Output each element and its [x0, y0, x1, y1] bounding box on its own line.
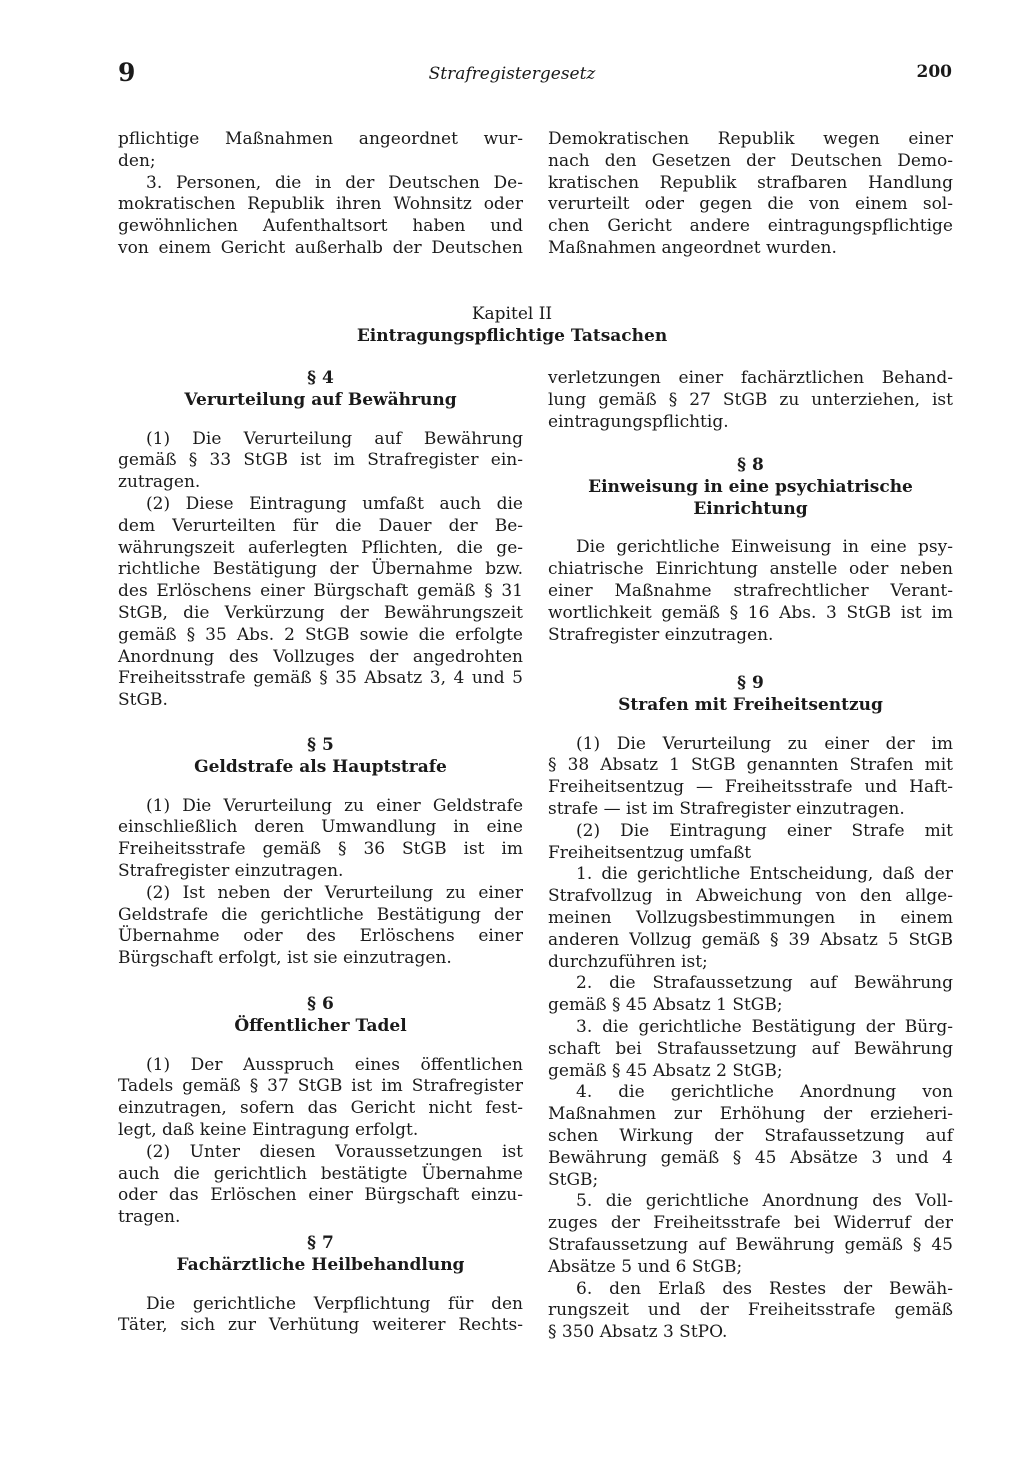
section-title: Öffentlicher Tadel: [234, 1015, 407, 1036]
text-line: Freiheitsentzug — Freiheitsstrafe und Haft-: [548, 777, 953, 798]
text-line: Bürgschaft erfolgt, ist sie einzutragen.: [118, 948, 452, 969]
text-line: wortlichkeit gemäß § 16 Abs. 3 StGB ist im: [548, 602, 953, 623]
section-7-continued: [548, 368, 953, 433]
text-line: Täter, sich zur Verhütung weiterer Rechts-: [118, 1315, 523, 1336]
text-line: 6. den Erlaß des Restes der Bewäh-: [576, 1278, 953, 1299]
text-line: 4. die gerichtliche Anordnung von: [576, 1082, 953, 1103]
text-line: schaft bei Strafaussetzung auf Bewährung: [548, 1038, 953, 1059]
text-line: 5. die gerichtliche Anordnung des Voll-: [576, 1191, 953, 1212]
section-number: § 8: [737, 455, 764, 475]
text-line: mokratischen Republik ihren Wohnsitz oder: [118, 194, 523, 215]
text-line: Demokratischen Republik wegen einer: [548, 129, 953, 149]
section-7: [118, 1233, 523, 1337]
text-line: Freiheitsstrafe gemäß § 35 Absatz 3, 4 und 5: [118, 668, 523, 689]
text-line: Maßnahmen zur Erhöhung der erzieheri-: [548, 1104, 953, 1125]
text-line: Bewährung gemäß § 45 Absätze 3 und 4: [548, 1147, 953, 1168]
section-5: [118, 735, 523, 970]
text-line: gemäß § 45 Absatz 1 StGB;: [548, 995, 783, 1016]
text-line: Anordnung des Vollzuges der angedrohten: [118, 646, 523, 667]
text-line: lung gemäß § 27 StGB zu unterziehen, ist: [548, 389, 953, 410]
text-line: 3. die gerichtliche Bestätigung der Bürg-: [576, 1016, 953, 1037]
text-line: richtliche Bestätigung der Übernahme bzw.: [118, 559, 523, 580]
text-line: (1) Die Verurteilung zu einer Geldstrafe: [146, 795, 523, 816]
section-number: § 6: [307, 994, 334, 1014]
text-line: gemäß § 33 StGB ist im Strafregister ein-: [118, 450, 523, 471]
text-line: (2) Ist neben der Verurteilung zu einer: [146, 882, 523, 903]
text-line: Absätze 5 und 6 StGB;: [548, 1256, 743, 1277]
text-line: § 38 Absatz 1 StGB genannten Strafen mit: [548, 755, 953, 776]
text-line: verurteilt oder gegen die von einem sol-: [548, 194, 953, 215]
chapter-title: Eintragungspflichtige Tatsachen: [356, 326, 668, 346]
text-line: pflichtige Maßnahmen angeordnet wur-: [118, 129, 523, 149]
text-line: (1) Die Verurteilung auf Bewährung: [146, 428, 523, 449]
text-line: Die gerichtliche Verpflichtung für den: [146, 1293, 523, 1314]
text-line: chen Gericht andere eintragungspflichtige: [548, 216, 953, 237]
text-line: schen Wirkung der Strafaussetzung auf: [548, 1125, 953, 1146]
section-9: [548, 673, 953, 1344]
text-line: tragen.: [118, 1207, 181, 1228]
text-line: den;: [118, 150, 156, 171]
text-line: einschließlich deren Umwandlung in eine: [118, 817, 523, 838]
running-title: Strafregistergesetz: [428, 64, 596, 84]
section-title: Geldstrafe als Hauptstrafe: [194, 756, 447, 777]
text-line: Strafregister einzutragen.: [548, 624, 774, 645]
section-title: Einweisung in eine psychiatrische: [588, 476, 913, 497]
text-line: des Erlöschens einer Bürgschaft gemäß § 31: [118, 581, 523, 602]
text-line: zuges der Freiheitsstrafe bei Widerruf der: [548, 1213, 953, 1234]
page-number: 200: [916, 62, 952, 82]
top-right-paragraph: [548, 129, 953, 260]
text-line: Strafaussetzung auf Bewährung gemäß § 45: [548, 1234, 953, 1255]
text-line: Tadels gemäß § 37 StGB ist im Strafregister: [118, 1076, 523, 1097]
text-line: (2) Unter diesen Voraussetzungen ist: [146, 1141, 523, 1162]
text-line: StGB.: [118, 690, 168, 711]
section-number: § 5: [307, 735, 334, 755]
text-line: währungszeit auferlegten Pflichten, die ge-: [118, 537, 523, 558]
text-line: gemäß § 35 Abs. 2 StGB sowie die erfolgte: [118, 624, 523, 645]
text-line: gewöhnlichen Aufenthaltsort haben und: [118, 216, 523, 237]
text-line: einzutragen, sofern das Gericht nicht fest-: [118, 1098, 523, 1119]
text-line: gemäß § 45 Absatz 2 StGB;: [548, 1060, 783, 1081]
text-line: einer Maßnahme strafrechtlicher Verant-: [548, 580, 953, 601]
text-line: Die gerichtliche Einweisung in eine psy-: [576, 537, 953, 558]
text-line: Maßnahmen angeordnet wurden.: [548, 237, 837, 258]
section-8: [548, 455, 953, 646]
section-number: § 4: [307, 368, 334, 388]
text-line: zutragen.: [118, 472, 201, 493]
text-line: Übernahme oder des Erlöschens einer: [118, 926, 523, 947]
text-line: (2) Diese Eintragung umfaßt auch die: [146, 493, 523, 514]
text-line: (1) Die Verurteilung zu einer der im: [576, 733, 953, 754]
section-number: § 7: [307, 1233, 334, 1253]
text-line: eintragungspflichtig.: [548, 411, 729, 432]
text-line: verletzungen einer fachärztlichen Behand-: [548, 368, 953, 388]
text-line: StGB;: [548, 1169, 599, 1190]
text-line: Freiheitsentzug umfaßt: [548, 842, 752, 863]
top-left-paragraph: [118, 129, 523, 260]
section-6: [118, 994, 523, 1229]
text-line: 3. Personen, die in der Deutschen De-: [146, 172, 523, 193]
chapter-label: Kapitel II: [471, 304, 553, 324]
text-line: legt, daß keine Eintragung erfolgt.: [118, 1119, 419, 1140]
text-line: StGB, die Verkürzung der Bewährungszeit: [118, 602, 523, 623]
section-title: Strafen mit Freiheitsentzug: [618, 694, 883, 715]
text-line: (1) Der Ausspruch eines öffentlichen: [146, 1054, 523, 1075]
text-line: Strafregister einzutragen.: [118, 860, 344, 881]
text-line: von einem Gericht außerhalb der Deutschen: [118, 237, 523, 258]
text-line: strafe — ist im Strafregister einzutragen.: [548, 798, 905, 819]
text-line: meinen Vollzugsbestimmungen in einem: [548, 907, 953, 928]
section-title: Fachärztliche Heilbehandlung: [176, 1254, 465, 1275]
text-line: durchzuführen ist;: [548, 951, 708, 972]
chapter-number: 9: [118, 58, 136, 87]
text-line: auch die gerichtlich bestätigte Übernahme: [118, 1163, 523, 1184]
section-title: Einrichtung: [693, 498, 808, 519]
text-line: Freiheitsstrafe gemäß § 36 StGB ist im: [118, 839, 523, 860]
text-line: oder das Erlöschen einer Bürgschaft einzu-: [118, 1185, 523, 1206]
text-line: Geldstrafe die gerichtliche Bestätigung der: [118, 904, 523, 925]
text-line: kratischen Republik strafbaren Handlung: [548, 172, 953, 193]
section-4: [118, 368, 523, 712]
text-line: Strafvollzug in Abweichung von den allge-: [548, 886, 953, 907]
text-line: nach den Gesetzen der Deutschen Demo-: [548, 150, 953, 171]
section-title: Verurteilung auf Bewährung: [184, 389, 457, 410]
text-line: dem Verurteilten für die Dauer der Be-: [118, 515, 523, 536]
text-line: rungszeit und der Freiheitsstrafe gemäß: [548, 1300, 953, 1321]
text-line: 2. die Strafaussetzung auf Bewährung: [576, 973, 953, 994]
text-line: (2) Die Eintragung einer Strafe mit: [576, 820, 953, 841]
section-number: § 9: [737, 673, 764, 693]
text-line: § 350 Absatz 3 StPO.: [548, 1322, 728, 1343]
text-line: chiatrische Einrichtung anstelle oder neben: [548, 559, 953, 580]
text-line: anderen Vollzug gemäß § 39 Absatz 5 StGB: [548, 929, 953, 950]
text-line: 1. die gerichtliche Entscheidung, daß der: [576, 864, 953, 885]
